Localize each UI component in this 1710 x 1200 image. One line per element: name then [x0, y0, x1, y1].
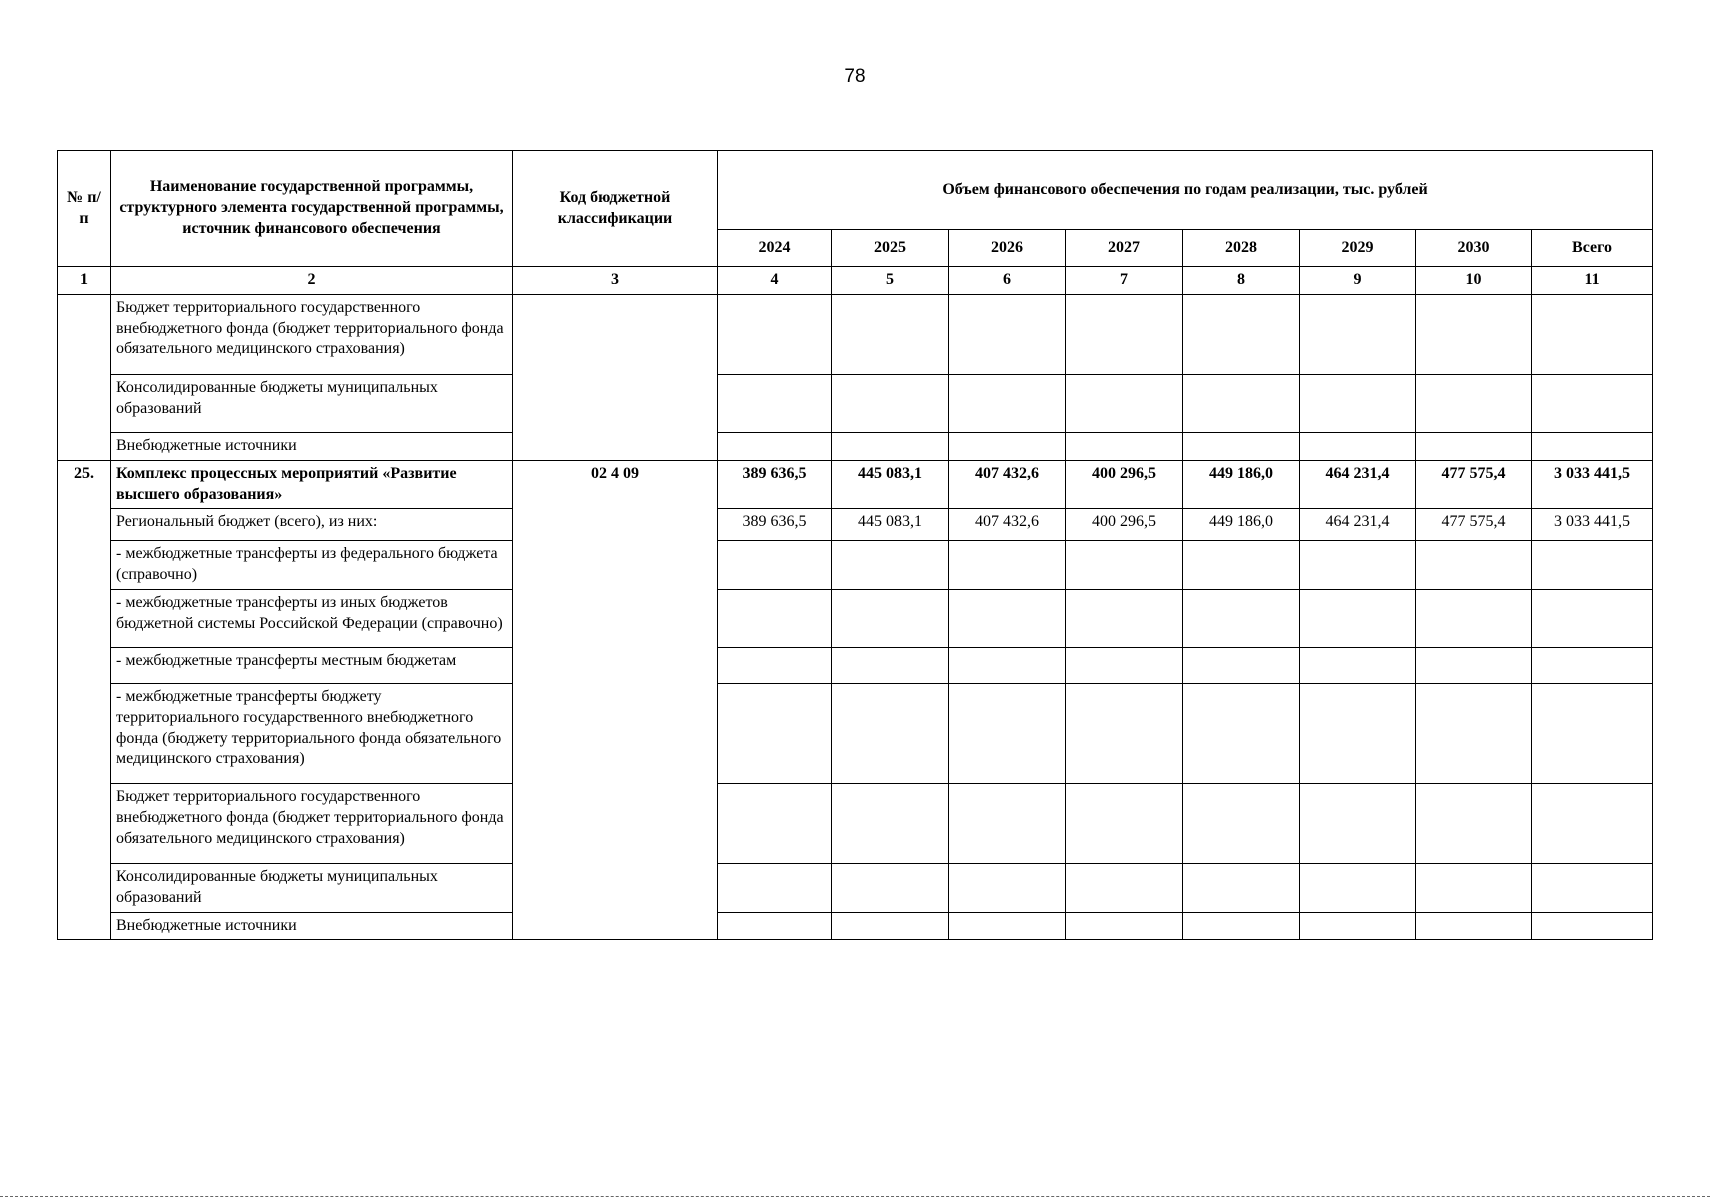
header-year: 2027 — [1066, 230, 1183, 267]
table-row — [58, 294, 1653, 374]
table-row — [58, 541, 1653, 590]
column-number: 6 — [949, 267, 1066, 295]
column-number: 8 — [1183, 267, 1300, 295]
header-name: Наименование государственной программы, структурного элемента государственной программы, источник финансового обеспечения — [111, 151, 513, 267]
value-cell: 407 432,6 — [949, 509, 1066, 541]
page-number: 78 — [844, 66, 866, 87]
table-row — [58, 509, 1653, 541]
column-number: 10 — [1416, 267, 1532, 295]
source-name: Консолидированные бюджеты муниципальных образований — [111, 374, 513, 432]
value-cell: 477 575,4 — [1416, 509, 1532, 541]
total-cell: 3 033 441,5 — [1532, 460, 1653, 509]
table-row — [58, 374, 1653, 432]
source-name: Внебюджетные источники — [111, 432, 513, 460]
header-code: Код бюджетной классификации — [513, 151, 718, 267]
source-name: Внебюджетные источники — [111, 912, 513, 940]
header-year: 2026 — [949, 230, 1066, 267]
value-cell: 464 231,4 — [1300, 460, 1416, 509]
table-row — [58, 589, 1653, 647]
header-num: № п/п — [58, 151, 111, 267]
header-year: 2028 — [1183, 230, 1300, 267]
column-numbers-row — [58, 267, 1653, 295]
table-row — [58, 863, 1653, 912]
header-volume: Объем финансового обеспечения по годам реализации, тыс. рублей — [718, 151, 1653, 230]
header-year: 2029 — [1300, 230, 1416, 267]
column-number: 4 — [718, 267, 832, 295]
table-row — [58, 647, 1653, 683]
header-year: 2030 — [1416, 230, 1532, 267]
item-index: 25. — [58, 460, 111, 940]
value-cell: 449 186,0 — [1183, 460, 1300, 509]
column-number: 3 — [513, 267, 718, 295]
value-cell: 389 636,5 — [718, 460, 832, 509]
value-cell: 445 083,1 — [832, 509, 949, 541]
column-number: 5 — [832, 267, 949, 295]
value-cell: 477 575,4 — [1416, 460, 1532, 509]
total-cell: 3 033 441,5 — [1532, 509, 1653, 541]
column-number: 9 — [1300, 267, 1416, 295]
source-name: Региональный бюджет (всего), из них: — [111, 509, 513, 541]
financing-table — [57, 150, 1653, 940]
source-name: Консолидированные бюджеты муниципальных образований — [111, 863, 513, 912]
source-name: Бюджет территориального государственного внебюджетного фонда (бюджет территориального фонда обязательного медицинского страхования) — [111, 783, 513, 863]
source-name: - межбюджетные трансферты из федерального бюджета (справочно) — [111, 541, 513, 590]
value-cell: 407 432,6 — [949, 460, 1066, 509]
table-row — [58, 432, 1653, 460]
budget-code: 02 4 09 — [513, 460, 718, 940]
value-cell: 389 636,5 — [718, 509, 832, 541]
item-title: Комплекс процессных мероприятий «Развитие высшего образования» — [111, 460, 513, 509]
column-number: 2 — [111, 267, 513, 295]
header-total: Всего — [1532, 230, 1653, 267]
column-number: 1 — [58, 267, 111, 295]
header-year: 2025 — [832, 230, 949, 267]
value-cell: 445 083,1 — [832, 460, 949, 509]
source-name: - межбюджетные трансферты бюджету территориального государственного внебюджетного фонда (бюджету территориального фонда обязательного медицинского страхования) — [111, 683, 513, 783]
index-cell-empty — [58, 294, 111, 460]
column-number: 7 — [1066, 267, 1183, 295]
table-row — [58, 783, 1653, 863]
table-row-item-25 — [58, 460, 1653, 509]
value-cell: 400 296,5 — [1066, 460, 1183, 509]
value-cell: 449 186,0 — [1183, 509, 1300, 541]
source-name: - межбюджетные трансферты местным бюджетам — [111, 647, 513, 683]
table-row — [58, 912, 1653, 940]
column-number: 11 — [1532, 267, 1653, 295]
value-cell: 464 231,4 — [1300, 509, 1416, 541]
source-name: Бюджет территориального государственного внебюджетного фонда (бюджет территориального фонда обязательного медицинского страхования) — [111, 294, 513, 374]
header-row — [58, 151, 1653, 230]
value-cell: 400 296,5 — [1066, 509, 1183, 541]
table-row — [58, 683, 1653, 783]
code-cell-empty — [513, 294, 718, 460]
source-name: - межбюджетные трансферты из иных бюджетов бюджетной системы Российской Федерации (справочно) — [111, 589, 513, 647]
header-year: 2024 — [718, 230, 832, 267]
scan-edge-line — [0, 1196, 1710, 1197]
